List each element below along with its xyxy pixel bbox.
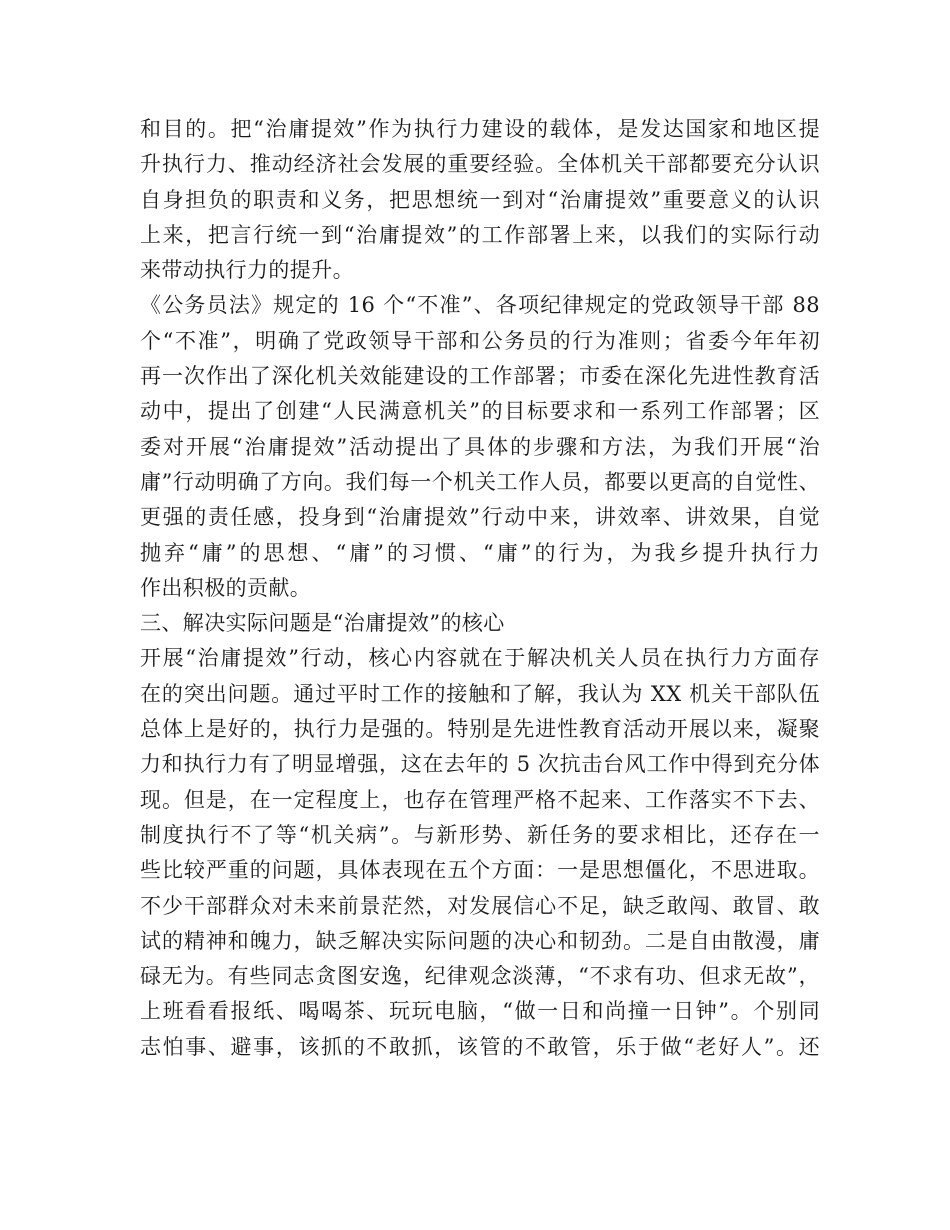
text-line: 碌无为。有些同志贪图安逸，纪律观念淡薄，“不求有功、但求无故”， [140,964,820,989]
text-line: 在的突出问题。通过平时工作的接触和了解，我认为 XX 机关干部队伍 [140,681,820,706]
text-line: 试的精神和魄力，缺乏解决实际问题的决心和韧劲。二是自由散漫，庸 [140,928,820,953]
text-line: 更强的责任感，投身到“治庸提效”行动中来，讲效率、讲效果，自觉 [140,505,820,530]
text-line: 和目的。把“治庸提效”作为执行力建设的载体，是发达国家和地区提 [140,117,820,141]
text-line: 开展“治庸提效”行动，核心内容就在于解决机关人员在执行力方面存 [140,646,820,671]
text-line: 作出积极的贡献。 [140,575,312,600]
text-line: 上班看看报纸、喝喝茶、玩玩电脑，“做一日和尚撞一日钟”。个别同 [140,999,820,1024]
text-line: 个“不准”，明确了党政领导干部和公务员的行为准则；省委今年年初 [140,328,820,353]
text-line: 总体上是好的，执行力是强的。特别是先进性教育活动开展以来，凝聚 [140,717,820,742]
text-line: 自身担负的职责和义务，把思想统一到对“治庸提效”重要意义的认识 [140,187,820,212]
text-line: 力和执行力有了明显增强，这在去年的 5 次抗击台风工作中得到充分体 [140,752,820,777]
body-text [140,112,820,1065]
text-line: 升执行力、推动经济社会发展的重要经验。全体机关干部都要充分认识 [140,152,820,177]
text-line: 不少干部群众对未来前景茫然，对发展信心不足，缺乏敢闯、敢冒、敢 [140,893,820,918]
section-heading: 三、解决实际问题是“治庸提效”的核心 [140,611,505,636]
text-line: 抛弃“庸”的思想、“庸”的习惯、“庸”的行为，为我乡提升执行力 [140,540,820,565]
text-line: 再一次作出了深化机关效能建设的工作部署；市委在深化先进性教育活 [140,364,820,389]
text-line: 志怕事、避事，该抓的不敢抓，该管的不敢管，乐于做“老好人”。还 [140,1034,820,1059]
text-line: 制度执行不了等“机关病”。与新形势、新任务的要求相比，还存在一 [140,822,820,847]
text-line: 上来，把言行统一到“治庸提效”的工作部署上来，以我们的实际行动 [140,222,820,247]
text-line: 《公务员法》规定的 16 个“不准”、各项纪律规定的党政领导干部 88 [140,293,820,318]
text-line: 来带动执行力的提升。 [140,258,354,283]
text-line: 庸”行动明确了方向。我们每一个机关工作人员，都要以更高的自觉性、 [140,469,820,494]
text-line: 些比较严重的问题，具体表现在五个方面：一是思想僵化，不思进取。 [140,858,820,883]
text-line: 现。但是，在一定程度上，也存在管理严格不起来、工作落实不下去、 [140,787,820,812]
text-line: 动中，提出了创建“人民满意机关”的目标要求和一系列工作部署；区 [140,399,820,424]
text-line: 委对开展“治庸提效”活动提出了具体的步骤和方法，为我们开展“治 [140,434,820,459]
